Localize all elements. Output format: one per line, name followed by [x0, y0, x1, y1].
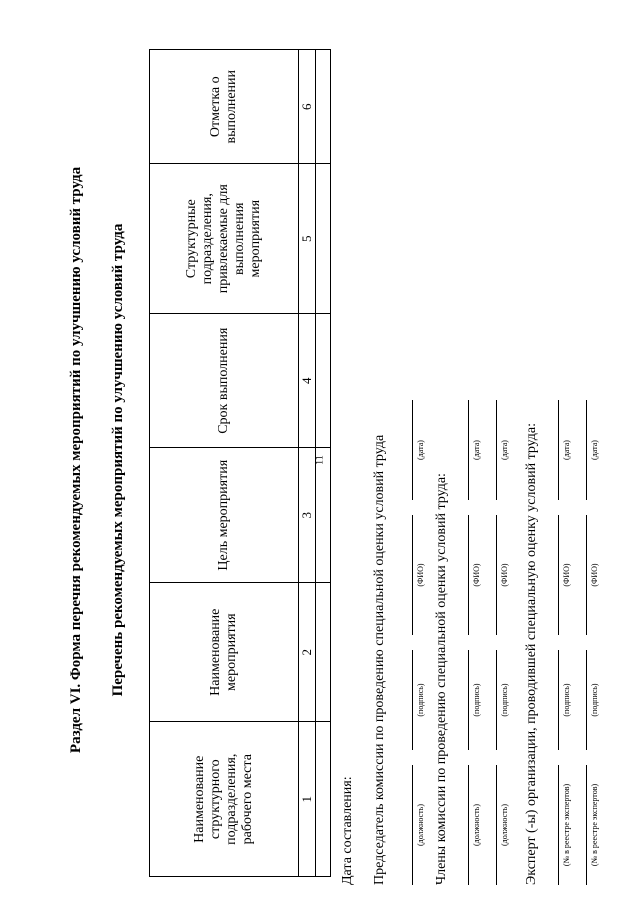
measures-table	[149, 49, 331, 877]
signature-line	[586, 650, 587, 750]
page-number: 11	[314, 455, 326, 465]
caption-name: (ФИО)	[472, 563, 481, 587]
signature-line	[468, 765, 469, 885]
table-row	[316, 50, 331, 877]
caption-signature: (подпись)	[590, 683, 599, 717]
signature-line	[412, 515, 413, 635]
signature-line	[412, 400, 413, 500]
caption-signature: (подпись)	[472, 683, 481, 717]
table-row	[299, 50, 316, 877]
table-cell	[316, 448, 331, 582]
column-number: 1	[299, 722, 316, 877]
date-label: Дата составления:	[340, 776, 355, 885]
form-sheet	[50, 35, 599, 885]
caption-name: (ФИО)	[562, 563, 571, 587]
section-title: Раздел VI. Форма перечня рекомендуемых мероприятий по улучшению условий труда	[68, 166, 84, 754]
signature-line	[468, 400, 469, 500]
table-cell	[316, 164, 331, 314]
header-unit-workplace: Наименование структурного подразделения, рабочего места	[150, 722, 299, 877]
signature-line	[558, 765, 559, 885]
caption-date: (дата)	[562, 440, 571, 460]
column-number: 4	[299, 313, 316, 447]
header-involved-units: Структурные подразделения, привлекаемые для выполнения мероприятия	[150, 164, 299, 314]
signature-line	[468, 515, 469, 635]
list-title: Перечень рекомендуемых мероприятий по улучшению условий труда	[110, 223, 126, 697]
table-header-row	[150, 50, 299, 877]
column-number: 5	[299, 164, 316, 314]
caption-name: (ФИО)	[500, 563, 509, 587]
caption-position: (должность)	[500, 804, 509, 846]
table-cell	[316, 582, 331, 722]
caption-position: (должность)	[416, 804, 425, 846]
header-deadline: Срок выполнения	[150, 313, 299, 447]
experts-label: Эксперт (-ы) организации, проводившей специальную оценку условий труда:	[524, 422, 539, 885]
column-number: 6	[299, 50, 316, 164]
table-cell	[316, 50, 331, 164]
caption-signature: (подпись)	[562, 683, 571, 717]
signature-line	[496, 515, 497, 635]
signature-line	[558, 515, 559, 635]
signature-line	[412, 650, 413, 750]
table-cell	[316, 313, 331, 447]
signature-line	[496, 650, 497, 750]
signature-line	[558, 650, 559, 750]
column-number: 2	[299, 582, 316, 722]
caption-date: (дата)	[500, 440, 509, 460]
caption-name: (ФИО)	[590, 563, 599, 587]
header-measure-goal: Цель мероприятия	[150, 448, 299, 582]
caption-signature: (подпись)	[500, 683, 509, 717]
signature-line	[586, 400, 587, 500]
table-cell	[316, 722, 331, 877]
column-number: 3	[299, 448, 316, 582]
header-measure-name: Наименование мероприятия	[150, 582, 299, 722]
signature-line	[468, 650, 469, 750]
caption-position: (должность)	[472, 804, 481, 846]
signature-line	[586, 515, 587, 635]
signature-line	[558, 400, 559, 500]
signature-line	[586, 765, 587, 885]
signature-line	[496, 400, 497, 500]
signature-line	[496, 765, 497, 885]
caption-registry-number: (№ в реестре экспертов)	[562, 783, 571, 867]
caption-registry-number: (№ в реестре экспертов)	[590, 783, 599, 867]
caption-signature: (подпись)	[416, 683, 425, 717]
header-completion-mark: Отметка о выполнении	[150, 50, 299, 164]
caption-date: (дата)	[590, 440, 599, 460]
chairman-label: Председатель комиссии по проведению специальной оценки условий труда	[372, 434, 387, 885]
caption-name: (ФИО)	[416, 563, 425, 587]
members-label: Члены комиссии по проведению специальной оценки условий труда:	[434, 473, 449, 885]
caption-date: (дата)	[416, 440, 425, 460]
signature-line	[412, 765, 413, 885]
caption-date: (дата)	[472, 440, 481, 460]
